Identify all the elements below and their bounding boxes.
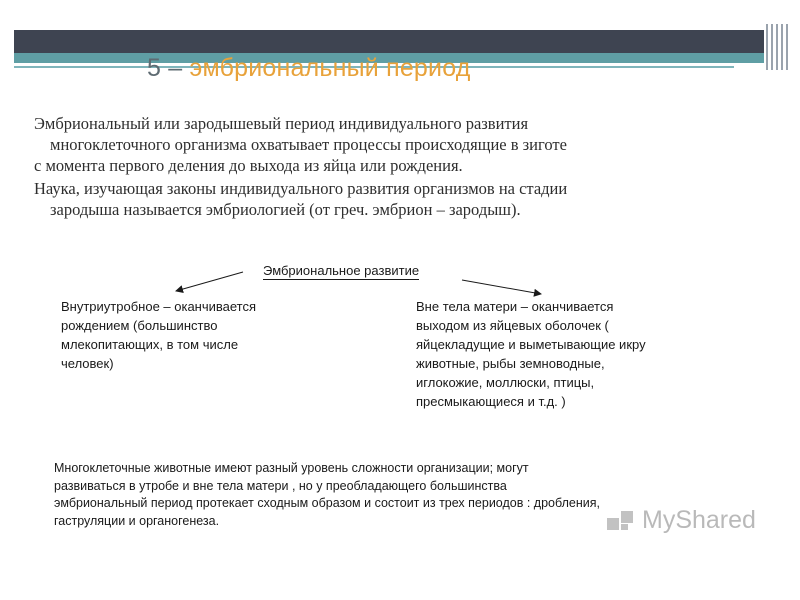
box-line: животные, рыбы земноводные,: [416, 356, 605, 371]
diagram-title: Эмбриональное развитие: [263, 263, 420, 278]
diagram-left-box: [61, 297, 256, 373]
paragraph-line: многоклеточного организма охватывает процессы происходящие в зиготе: [50, 135, 567, 154]
box-line: выходом из яйцевых оболочек (: [416, 318, 609, 333]
note-line: гаструляции и органогенеза.: [54, 513, 220, 528]
paragraph-line: Эмбриональный или зародышевый период индивидуального развития: [34, 114, 529, 133]
diagram-right-box: [416, 297, 646, 411]
box-line: Внутриутробное – оканчивается: [61, 299, 257, 314]
summary-note: [54, 460, 600, 530]
box-line: рождением (большинство: [61, 318, 218, 333]
paragraph-line: Наука, изучающая законы индивидуального развития организмов на стадии: [34, 179, 568, 198]
myshared-watermark: [606, 505, 756, 535]
note-line: эмбриональный период протекает сходным образом и состоит из трех периодов : дробления,: [54, 496, 600, 510]
box-line: Вне тела матери – оканчивается: [416, 299, 614, 314]
paragraph-line: с момента первого деления до выхода из яйца или рождения.: [34, 156, 463, 175]
box-line: млекопитающих, в том числе: [61, 337, 239, 352]
slide-title-text: эмбриональный период: [189, 54, 471, 82]
note-line: Многоклеточные животные имеют разный уровень сложности организации; могут: [54, 461, 529, 475]
myshared-logo-icon: [606, 509, 636, 531]
box-line: иглокожие, моллюски, птицы,: [416, 375, 595, 390]
box-line: человек): [61, 356, 114, 371]
slide-title-number: 5 –: [147, 54, 183, 82]
box-line: яйцекладущие и выметывающие икру: [416, 337, 646, 352]
note-line: развиваться в утробе и вне тела матери , но у преобладающего большинства: [54, 478, 507, 493]
arrow-right: [462, 280, 541, 294]
watermark-text: MyShared: [642, 506, 756, 534]
box-line: пресмыкающиеся и т.д. ): [416, 394, 566, 409]
arrow-left: [176, 272, 243, 291]
paragraph-line: зародыша называется эмбриологией (от греч. эмбрион – зародыш).: [50, 200, 521, 219]
